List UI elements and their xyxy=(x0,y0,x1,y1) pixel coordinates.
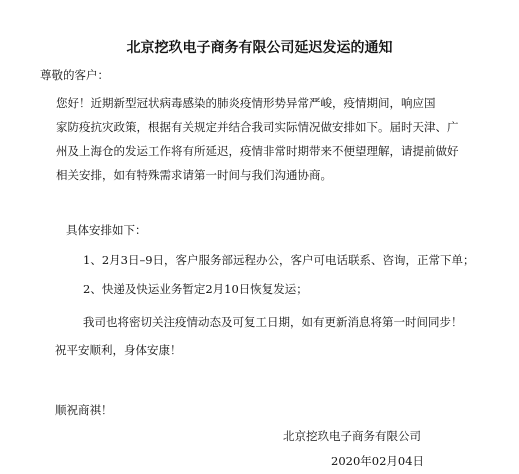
arrangement-item: 1、2月3日–9日，客户服务部远程办公，客户可电话联系、咨询，正常下单； xyxy=(83,253,475,267)
title-company: 北京挖玖电子商务有限公司 xyxy=(126,40,295,56)
intro-paragraph xyxy=(56,91,468,187)
intro-line: 您好！近期新型冠状病毒感染的肺炎疫情形势异常严峻，疫情期间，响应国 xyxy=(56,96,436,110)
arrangement-heading: 具体安排如下： xyxy=(66,223,147,237)
wish-line: 祝平安顺利，身体安康！ xyxy=(55,343,182,357)
notice-title xyxy=(0,39,519,57)
intro-line: 相关安排，如有特殊需求请第一时间与我们沟通协商。 xyxy=(56,168,332,182)
signature-company: 北京挖玖电子商务有限公司 xyxy=(283,429,421,443)
title-tail: 延迟发运的通知 xyxy=(294,40,393,56)
intro-line: 州及上海仓的发运工作将有所延迟，疫情非常时期带来不便望理解，请提前做好 xyxy=(56,144,459,158)
arrangement-item: 2、快递及快运业务暂定2月10日恢复发运； xyxy=(83,282,308,296)
intro-line: 家防疫抗灾政策，根据有关规定并结合我司实际情况做安排如下。届时天津、广 xyxy=(56,120,459,134)
signature-date: 2020年02月04日 xyxy=(331,454,425,468)
greeting: 尊敬的客户： xyxy=(40,68,109,82)
follow-up-note: 我司也将密切关注疫情动态及可复工日期，如有更新消息将第一时间同步！ xyxy=(83,315,463,329)
closing-line: 顺祝商祺！ xyxy=(55,403,113,417)
